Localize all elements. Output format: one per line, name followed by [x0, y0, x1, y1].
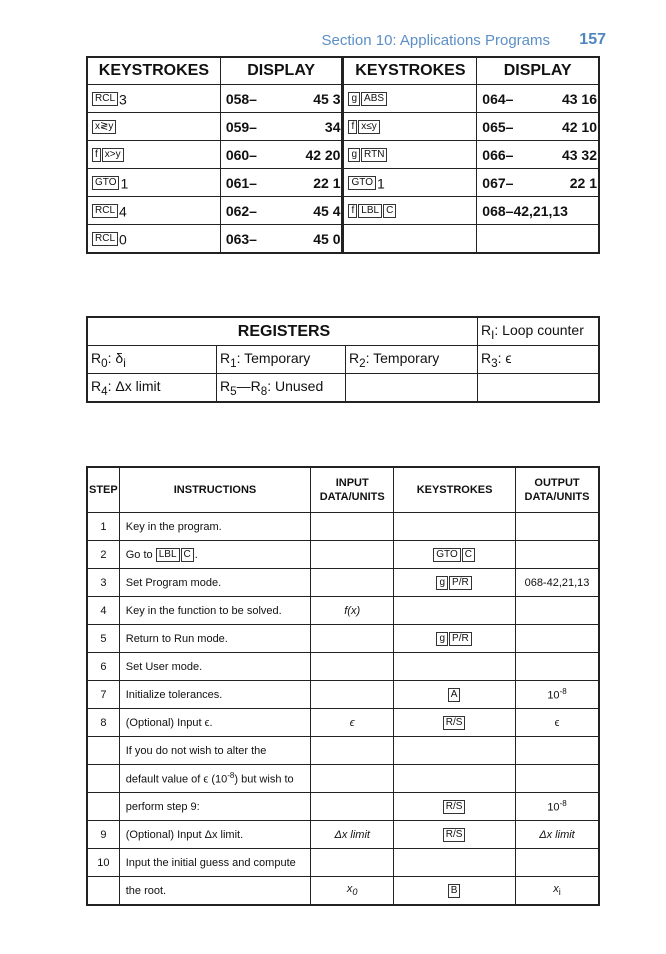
keystroke-cell [87, 141, 220, 169]
step-input [311, 541, 394, 569]
display-cell [477, 169, 599, 197]
key-c-icon: C [181, 548, 194, 562]
key-r-s-icon: R/S [443, 716, 466, 730]
step-instruction: Key in the function to be solved. [119, 597, 310, 625]
keystroke-cell [343, 113, 477, 141]
display-address: 067– [482, 175, 514, 191]
key-g-icon: g [348, 92, 360, 106]
display-cell [220, 169, 343, 197]
col-header-step: STEP [87, 467, 119, 513]
step-instruction: (Optional) Input Δx limit. [119, 821, 310, 849]
registers-title: REGISTERS [87, 317, 478, 346]
key-x-y-icon: x≷y [92, 120, 116, 134]
key-abs-icon: ABS [361, 92, 387, 106]
register-r1: $R_1$: Temporary [217, 346, 346, 374]
table-row [87, 653, 599, 681]
key-gto-icon: GTO [433, 548, 460, 562]
display-address: 068–42,21,13 [482, 203, 568, 219]
display-code: 43 16 [561, 91, 597, 107]
display-cell [477, 197, 599, 225]
step-output: ϵ [516, 709, 599, 737]
display-address: 062– [225, 203, 257, 219]
key-rtn-icon: RTN [361, 148, 387, 162]
step-output: $x_i$ [516, 877, 599, 906]
key-c-icon: C [383, 204, 396, 218]
step-input: ϵ [311, 709, 394, 737]
step-instruction: If you do not wish to alter the [119, 737, 310, 765]
step-keystrokes [394, 513, 516, 541]
step-keystrokes [394, 793, 516, 821]
program-listing-table [86, 56, 600, 254]
register-empty [478, 374, 600, 403]
display-cell [477, 225, 599, 254]
display-code: 34 [324, 119, 341, 135]
page-number: 157 [579, 31, 606, 48]
key-g-icon: g [436, 576, 448, 590]
step-output [516, 849, 599, 877]
step-output [516, 625, 599, 653]
keystroke-text: 1 [120, 175, 129, 192]
display-cell [477, 141, 599, 169]
col-header-input: INPUT DATA/UNITS [311, 467, 394, 513]
keystroke-cell [343, 141, 477, 169]
keystroke-cell [87, 225, 220, 254]
register-r0: $R_0$: $\delta_i$ [87, 346, 217, 374]
key-rcl-icon: RCL [92, 204, 118, 218]
keystroke-cell [87, 197, 220, 225]
register-r5-r8: $R_5—R_8$: Unused [217, 374, 346, 403]
step-instruction: Go to LBL C . [119, 541, 310, 569]
steps-body [87, 513, 599, 906]
table-row [87, 625, 599, 653]
table-row [87, 681, 599, 709]
key-gto-icon: GTO [348, 176, 375, 190]
step-keystrokes [394, 737, 516, 765]
keystroke-cell [343, 85, 477, 113]
table-row [87, 569, 599, 597]
display-address: 066– [482, 147, 514, 163]
display-code: 43 32 [561, 147, 597, 163]
display-address: 060– [225, 147, 257, 163]
register-ri: $R_I$: Loop counter [478, 317, 600, 346]
registers-table [86, 316, 600, 403]
step-instruction: Set Program mode. [119, 569, 310, 597]
table-row [87, 169, 599, 197]
step-number: 6 [87, 653, 119, 681]
col-header-keystrokes: KEYSTROKES [394, 467, 516, 513]
keystroke-text: 0 [119, 231, 127, 248]
keystroke-text: 3 [119, 91, 127, 108]
display-code: 45 0 [313, 231, 341, 247]
step-output [516, 765, 599, 793]
step-output [516, 513, 599, 541]
step-instruction: the root. [119, 877, 310, 906]
col-header-keystrokes: KEYSTROKES [87, 57, 220, 85]
step-number: 3 [87, 569, 119, 597]
display-cell [220, 85, 343, 113]
step-output: 068-42,21,13 [516, 569, 599, 597]
step-input [311, 737, 394, 765]
step-input [311, 569, 394, 597]
key-gto-icon: GTO [92, 176, 119, 190]
step-keystrokes [394, 625, 516, 653]
page-header [0, 32, 612, 52]
step-output: $10^{-8}$ [516, 793, 599, 821]
key-p-r-icon: P/R [449, 576, 472, 590]
col-header-keystrokes: KEYSTROKES [343, 57, 477, 85]
step-number: 9 [87, 821, 119, 849]
key-b-icon: B [448, 884, 461, 898]
register-r2: $R_2$: Temporary [346, 346, 478, 374]
col-header-output: OUTPUT DATA/UNITS [516, 467, 599, 513]
step-output [516, 737, 599, 765]
step-keystrokes [394, 569, 516, 597]
display-code: 22 1 [569, 175, 597, 191]
step-keystrokes [394, 541, 516, 569]
step-number: 4 [87, 597, 119, 625]
step-output [516, 597, 599, 625]
display-cell [220, 225, 343, 254]
display-cell [220, 197, 343, 225]
table-row [87, 737, 599, 765]
display-code: 42 10 [561, 119, 597, 135]
step-output: Δx limit [516, 821, 599, 849]
section-title: Section 10: Applications Programs [321, 32, 550, 49]
display-address: 064– [482, 91, 514, 107]
step-input: $x_0$ [311, 877, 394, 906]
step-input [311, 765, 394, 793]
display-address: 059– [225, 119, 257, 135]
table-row [87, 225, 599, 254]
step-instruction: Initialize tolerances. [119, 681, 310, 709]
table-row [87, 793, 599, 821]
step-instruction: Key in the program. [119, 513, 310, 541]
step-instruction: Set User mode. [119, 653, 310, 681]
step-instruction: Return to Run mode. [119, 625, 310, 653]
step-keystrokes [394, 821, 516, 849]
step-number: 8 [87, 709, 119, 737]
step-input [311, 513, 394, 541]
display-code: 22 1 [313, 175, 341, 191]
keystroke-cell [343, 225, 477, 254]
register-r3: $R_3$: ϵ [478, 346, 600, 374]
col-header-instructions: INSTRUCTIONS [119, 467, 310, 513]
key-rcl-icon: RCL [92, 92, 118, 106]
key-f-icon: f [348, 120, 357, 134]
step-number [87, 765, 119, 793]
step-output [516, 653, 599, 681]
step-number [87, 737, 119, 765]
step-output [516, 541, 599, 569]
step-keystrokes [394, 653, 516, 681]
step-keystrokes [394, 709, 516, 737]
key-r-s-icon: R/S [443, 828, 466, 842]
register-empty [346, 374, 478, 403]
display-cell [477, 85, 599, 113]
step-keystrokes [394, 877, 516, 906]
step-number: 10 [87, 849, 119, 877]
step-keystrokes [394, 681, 516, 709]
key-lbl-icon: LBL [156, 548, 180, 562]
register-r4: $R_4$: Δx limit [87, 374, 217, 403]
keystroke-text: 1 [376, 175, 385, 192]
col-header-display: DISPLAY [220, 57, 343, 85]
step-output: $10^{-8}$ [516, 681, 599, 709]
step-number [87, 877, 119, 906]
step-input [311, 849, 394, 877]
step-number: 7 [87, 681, 119, 709]
step-number: 2 [87, 541, 119, 569]
step-input [311, 653, 394, 681]
key-x-y-icon: x≤y [358, 120, 380, 134]
step-number: 5 [87, 625, 119, 653]
table-row [87, 765, 599, 793]
key-x-y-icon: x>y [102, 148, 124, 162]
step-input: Δx limit [311, 821, 394, 849]
steps-table [86, 466, 600, 906]
display-code: 45 3 [313, 91, 341, 107]
display-address: 063– [225, 231, 257, 247]
display-code: 45 4 [313, 203, 341, 219]
step-input [311, 681, 394, 709]
display-address: 065– [482, 119, 514, 135]
step-instruction: perform step 9: [119, 793, 310, 821]
keystroke-cell [87, 113, 220, 141]
key-a-icon: A [448, 688, 461, 702]
table-row [87, 849, 599, 877]
keystroke-cell [343, 169, 477, 197]
display-address: 061– [225, 175, 257, 191]
step-input [311, 793, 394, 821]
keystroke-cell [87, 85, 220, 113]
step-keystrokes [394, 597, 516, 625]
key-p-r-icon: P/R [449, 632, 472, 646]
table-row [87, 513, 599, 541]
table-row [87, 821, 599, 849]
key-r-s-icon: R/S [443, 800, 466, 814]
step-input: f(x) [311, 597, 394, 625]
step-instruction: (Optional) Input ϵ. [119, 709, 310, 737]
display-cell [220, 113, 343, 141]
table-row [87, 85, 599, 113]
display-code: 42 20 [305, 147, 341, 163]
step-instruction: default value of ϵ $(10^{-8})$ but wish to [119, 765, 310, 793]
key-c-icon: C [462, 548, 475, 562]
display-address: 058– [225, 91, 257, 107]
step-number [87, 793, 119, 821]
step-input [311, 625, 394, 653]
col-header-display: DISPLAY [477, 57, 599, 85]
key-rcl-icon: RCL [92, 232, 118, 246]
key-f-icon: f [92, 148, 101, 162]
table-row [87, 597, 599, 625]
key-g-icon: g [348, 148, 360, 162]
table-row [87, 709, 599, 737]
program-listing-body [87, 85, 599, 254]
table-row [87, 877, 599, 906]
keystroke-text: 4 [119, 203, 127, 220]
table-row [87, 113, 599, 141]
display-cell [220, 141, 343, 169]
table-row [87, 197, 599, 225]
table-row [87, 141, 599, 169]
keystroke-cell [343, 197, 477, 225]
step-instruction: Input the initial guess and compute [119, 849, 310, 877]
key-lbl-icon: LBL [358, 204, 382, 218]
table-row [87, 541, 599, 569]
key-f-icon: f [348, 204, 357, 218]
keystroke-cell [87, 169, 220, 197]
step-number: 1 [87, 513, 119, 541]
display-cell [477, 113, 599, 141]
step-keystrokes [394, 849, 516, 877]
key-g-icon: g [436, 632, 448, 646]
step-keystrokes [394, 765, 516, 793]
